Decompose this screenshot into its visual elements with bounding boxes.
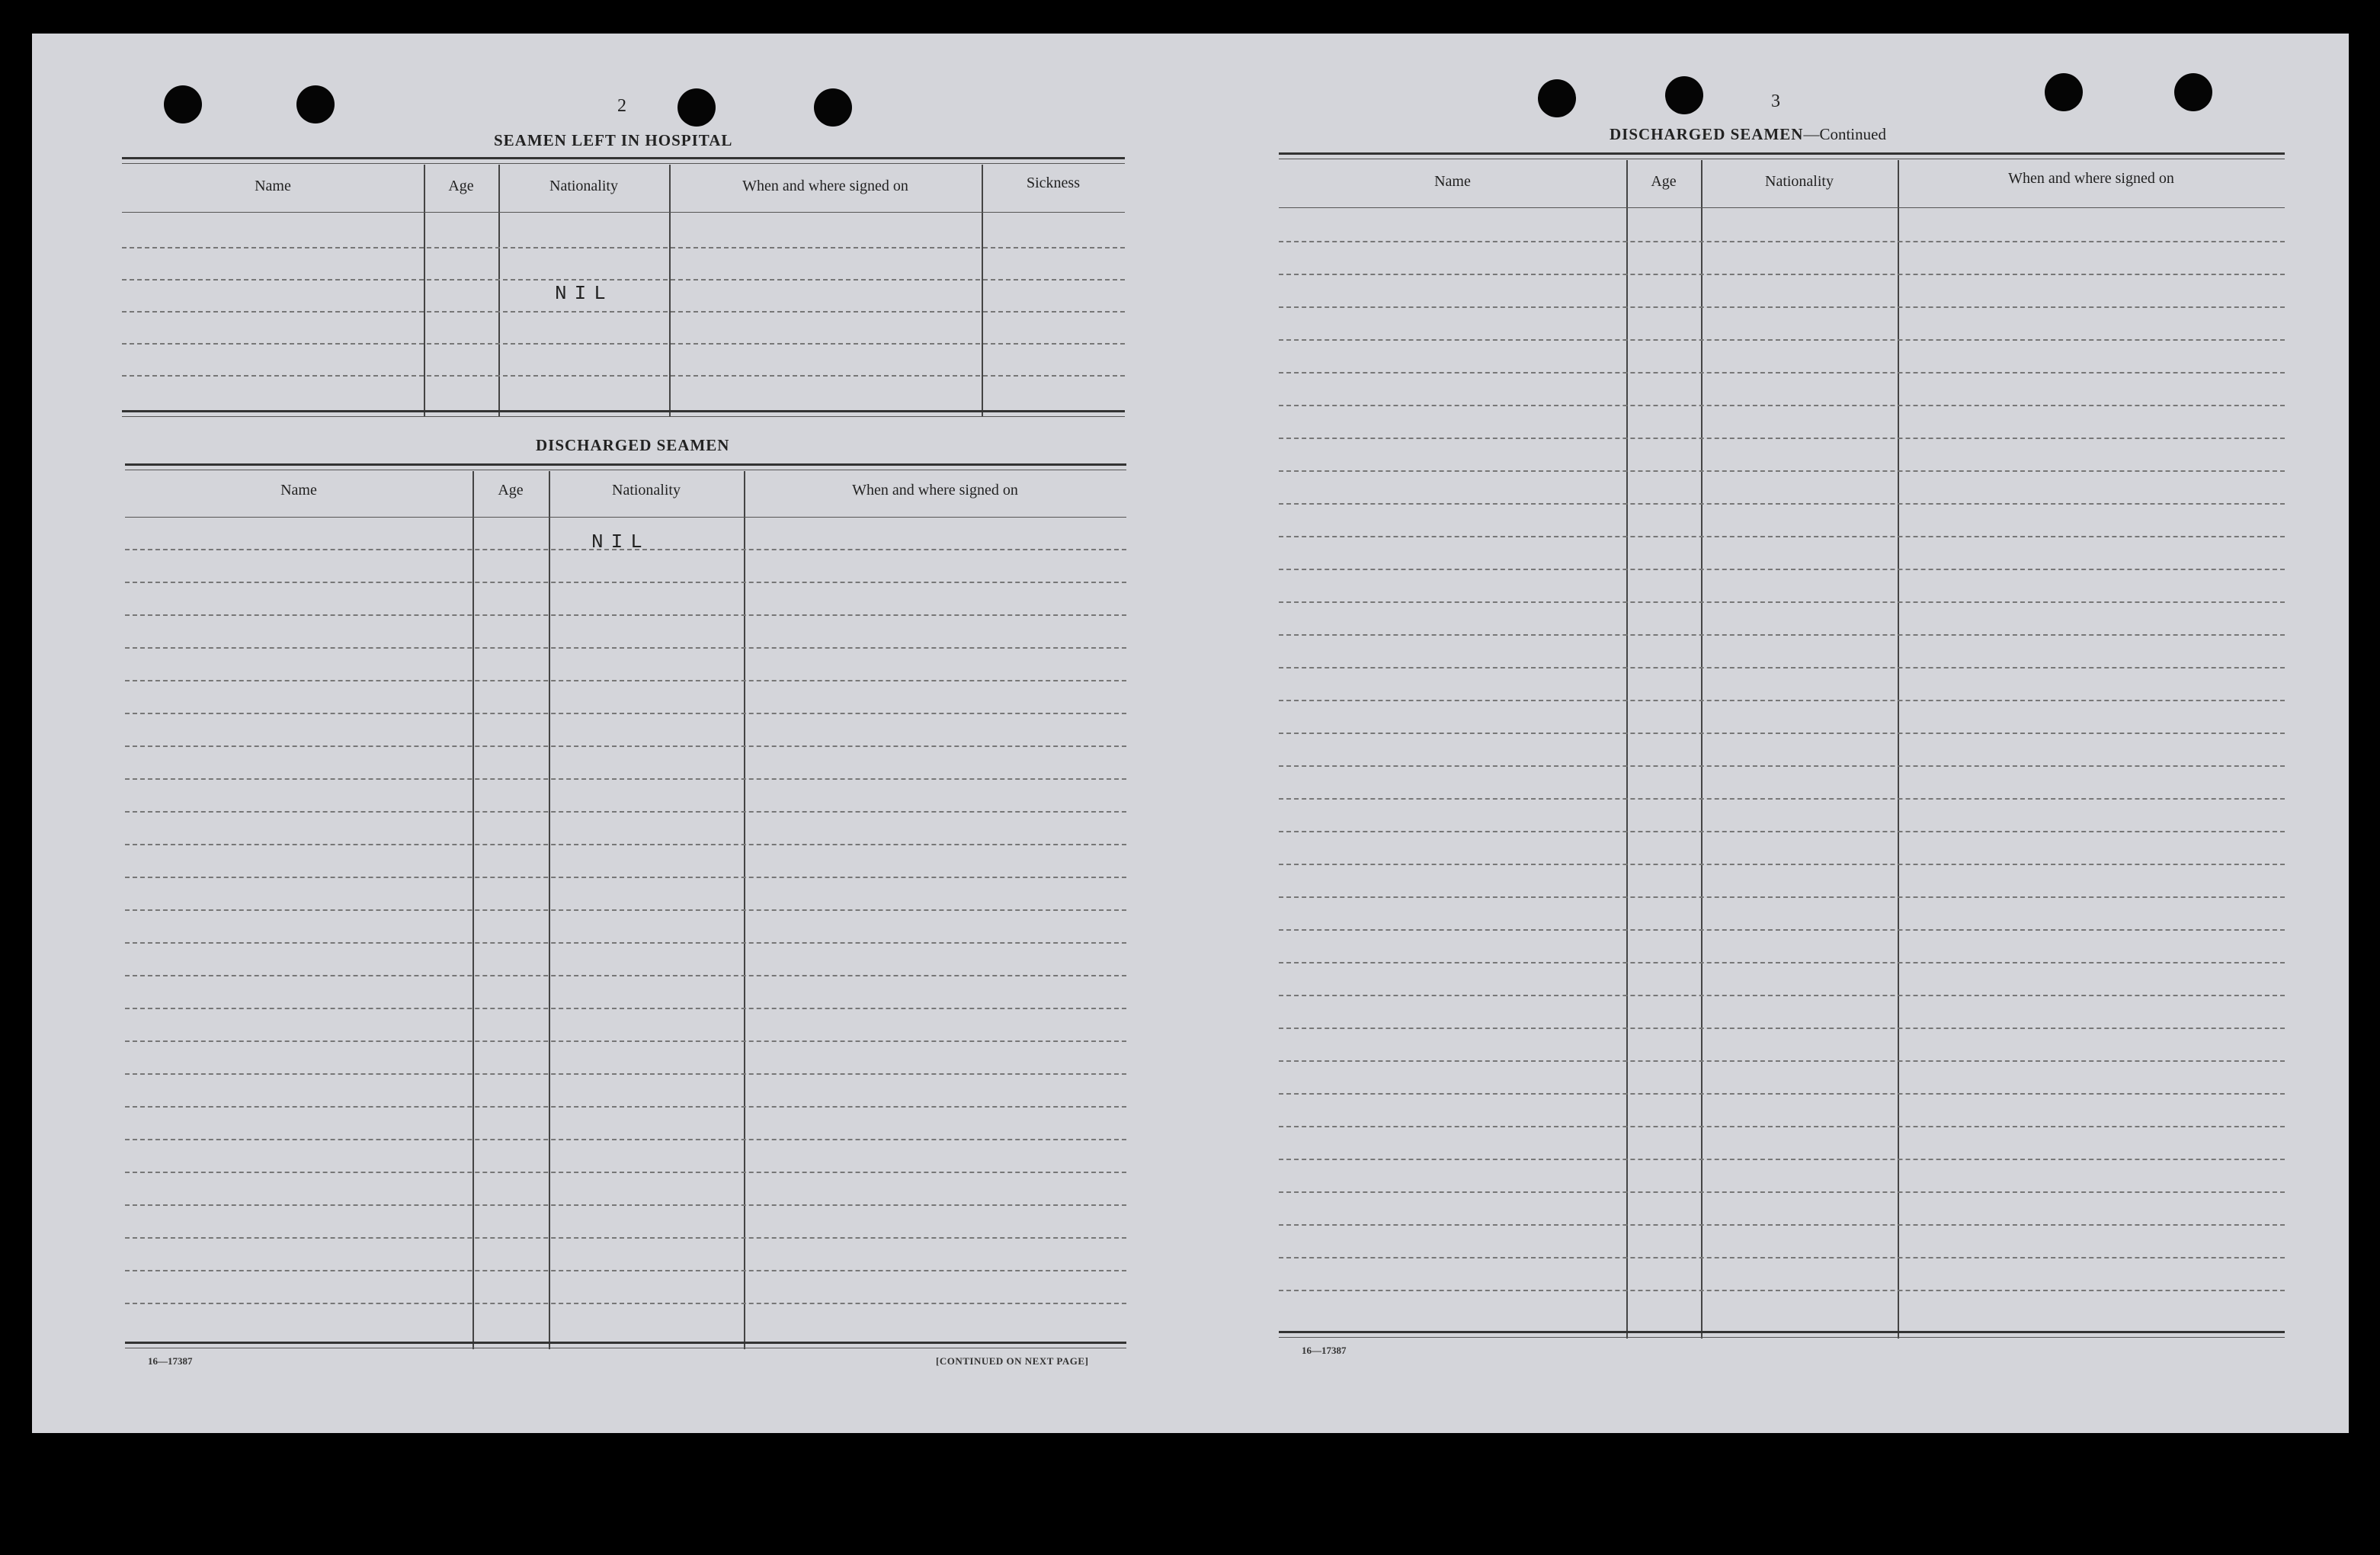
col-header-name: Name	[280, 482, 317, 499]
punch-hole	[1665, 76, 1703, 114]
discharged-table-left	[125, 463, 1126, 1349]
punch-hole	[814, 88, 852, 127]
discharged-nil-entry: NIL	[591, 531, 650, 553]
page-number-left: 2	[617, 96, 626, 116]
col-header-name: Name	[1434, 173, 1471, 190]
col-header-nationality: Nationality	[549, 178, 618, 194]
punch-hole	[2174, 73, 2212, 111]
punch-hole	[677, 88, 716, 127]
hospital-nil-entry: NIL	[555, 282, 613, 305]
hospital-table	[122, 157, 1125, 416]
col-header-nationality: Nationality	[1765, 173, 1834, 190]
col-header-sickness: Sickness	[1027, 175, 1080, 191]
col-header-name: Name	[255, 178, 291, 194]
page-number-right: 3	[1771, 91, 1780, 111]
col-header-age: Age	[1651, 173, 1677, 190]
title-continued: —Continued	[1803, 125, 1886, 143]
form-number-left: 16—17387	[148, 1355, 193, 1367]
col-header-age: Age	[498, 482, 524, 499]
col-header-age: Age	[448, 178, 474, 194]
col-header-signed-on: When and where signed on	[742, 178, 908, 194]
discharged-table-right	[1279, 152, 2285, 1339]
col-header-signed-on: When and where signed on	[852, 482, 1018, 499]
hospital-section-title: SEAMEN LEFT IN HOSPITAL	[494, 131, 733, 149]
title-main: DISCHARGED SEAMEN	[1610, 125, 1804, 143]
discharged-section-title: DISCHARGED SEAMEN	[536, 436, 730, 454]
punch-hole	[296, 85, 335, 123]
punch-hole	[164, 85, 202, 123]
continued-note: [CONTINUED ON NEXT PAGE]	[936, 1355, 1089, 1367]
punch-hole	[1538, 79, 1576, 117]
col-header-signed-on: When and where signed on	[2008, 170, 2174, 187]
col-header-nationality: Nationality	[612, 482, 681, 499]
form-number-right: 16—17387	[1302, 1345, 1347, 1356]
punch-hole	[2045, 73, 2083, 111]
discharged-continued-title	[1610, 125, 1886, 144]
